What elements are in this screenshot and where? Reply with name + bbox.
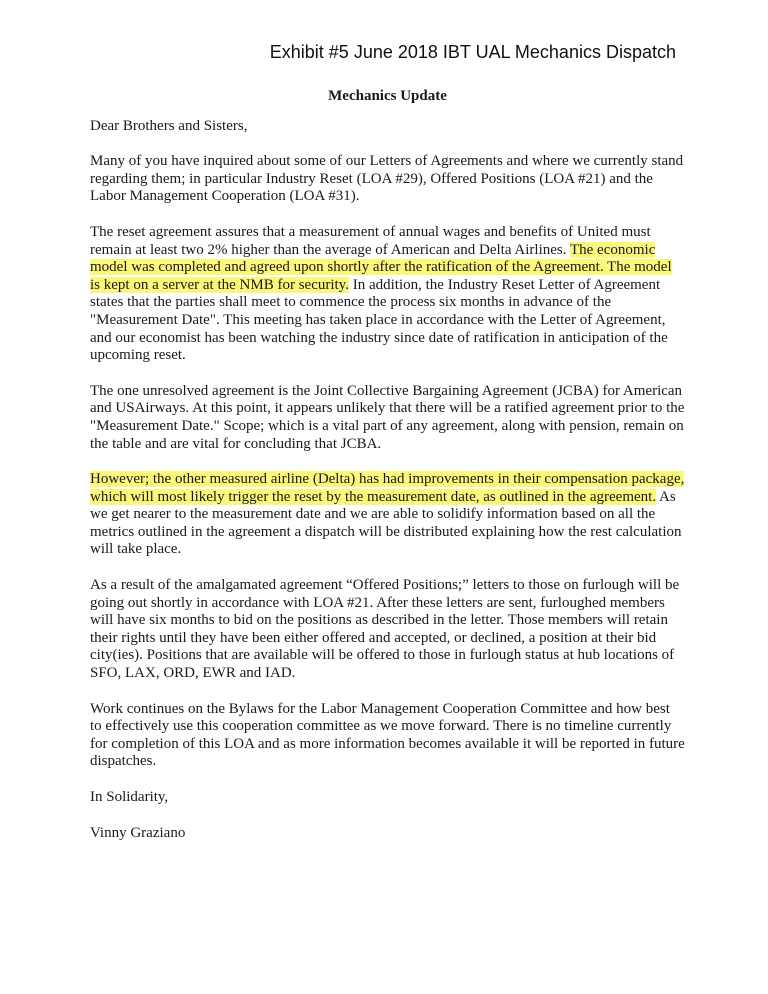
signature: Vinny Graziano	[90, 824, 186, 841]
delta-text-end: As we get nearer to the measurement date and we are able to solidify information based on all the metrics outlined in the agreement a dispatch will be distributed explaining how the rest calculation will take place.	[90, 488, 682, 558]
paragraph-offered-positions: As a result of the amalgamated agreement “Offered Positions;” letters to those on furlough will be going out shortly in accordance with LOA #21. After these letters are sent, furloughed members will have six months to bid on the positions as described in the letter. Those members will retain their rights until they have been either offered and accepted, or declined, a position at their bid city(ies). Positions that are available will be offered to those in furlough status at hub locations of SFO, LAX, ORD, EWR and IAD.	[90, 577, 680, 682]
reset-text-start: The reset agreement assures that a measurement of annual wages and benefits of United must remain at least two 2% higher than the average of American and Delta Airlines.	[90, 223, 651, 258]
letter-title: Mechanics Update	[328, 88, 447, 104]
paragraph-loa-overview: Many of you have inquired about some of our Letters of Agreements and where we currently stand regarding them; in particular Industry Reset (LOA #29), Offered Positions (LOA #21) and the Labor Management Cooperation (LOA #31).	[90, 153, 684, 205]
paragraph-reset-agreement	[90, 224, 685, 365]
salutation: Dear Brothers and Sisters,	[90, 117, 248, 134]
paragraph-bylaws: Work continues on the Bylaws for the Labor Management Cooperation Committee and how best to effectively use this cooperation committee as we move forward. There is no timeline currently for completion of this LOA and as more information becomes available it will be reported in future dispatches.	[90, 700, 685, 770]
paragraph-jcba: The one unresolved agreement is the Joint Collective Bargaining Agreement (JCBA) for American and USAirways. At this point, it appears unlikely that there will be a ratified agreement prior to the "Measurement Date." Scope; which is a vital part of any agreement, along with pension, remain on the table and are vital for concluding that JCBA.	[90, 382, 685, 452]
closing: In Solidarity,	[90, 789, 169, 805]
highlight-delta-improvements: However; the other measured airline (Delta) has had improvements in their compensation package, which will most likely trigger the reset by the measurement date, as outlined in the agreement.	[90, 471, 685, 505]
reset-text-end: In addition, the Industry Reset Letter of Agreement states that the parties shall meet to commence the process six months in advance of the "Measurement Date". This meeting has taken place in accordance with the Letter of Agreement, and our economist has been watching the industry since date of ratification in anticipation of the upcoming reset.	[90, 276, 668, 364]
exhibit-header: Exhibit #5 June 2018 IBT UAL Mechanics Dispatch	[269, 42, 676, 62]
paragraph-delta	[90, 471, 685, 559]
highlight-economic-model: The economic model was completed and agreed upon shortly after the ratification of the Agreement. The model is kept on a server at the NMB for security.	[90, 241, 672, 293]
letter-body	[90, 88, 685, 860]
